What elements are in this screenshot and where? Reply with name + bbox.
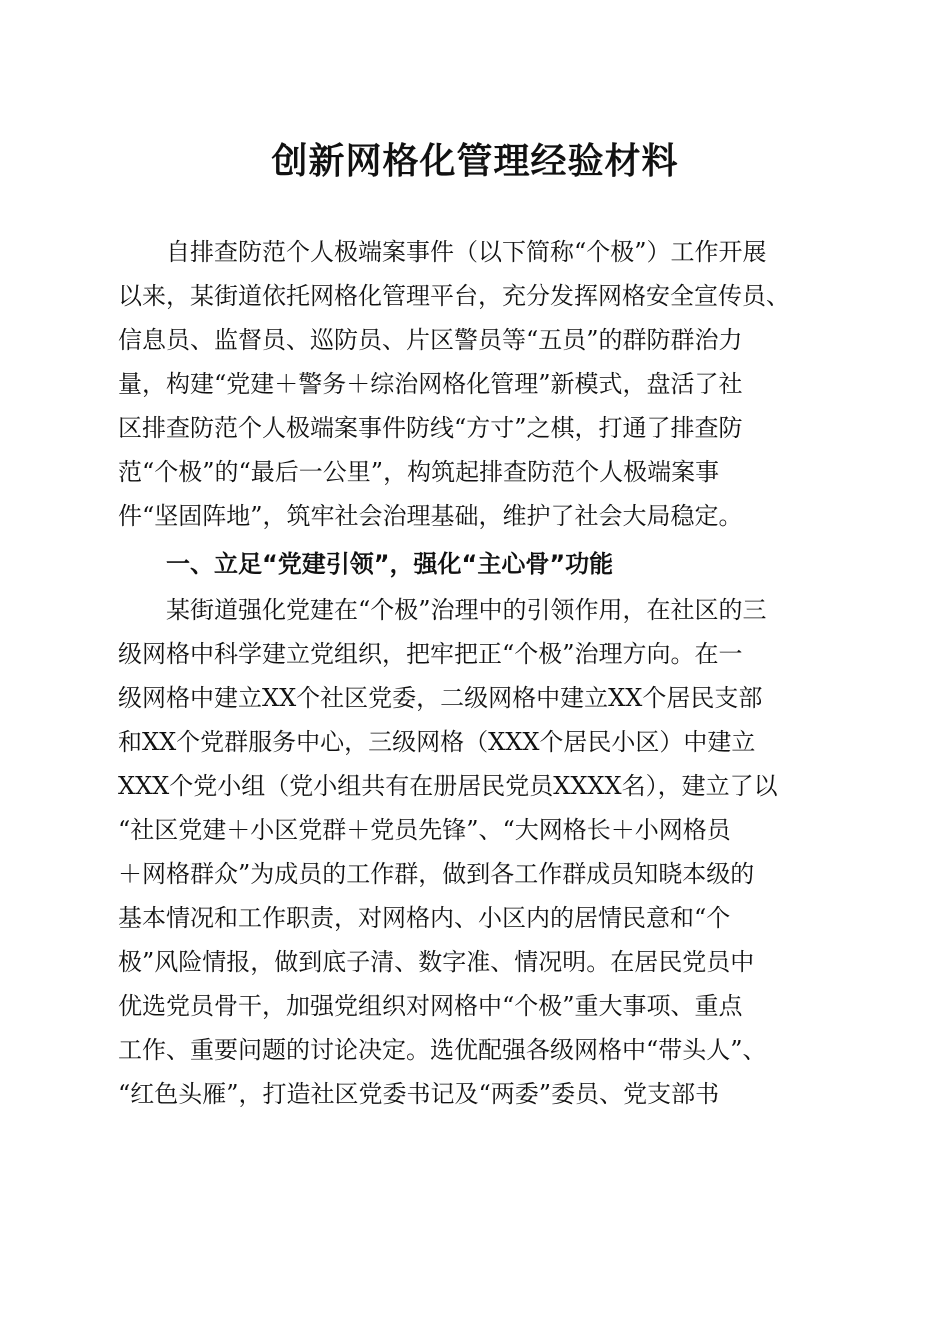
paragraph-2-line-5: XXX个党小组（党小组共有在册居民党员XXXX名），建立了以 — [118, 772, 778, 800]
paragraph-2-line-9: 极”风险情报，做到底子清、数字准、情况明。在居民党员中 — [118, 948, 755, 976]
document-title: 创新网格化管理经验材料 — [271, 140, 679, 182]
paragraph-1-line-7: 件“坚固阵地”，筑牢社会治理基础，维护了社会大局稳定。 — [118, 502, 743, 530]
paragraph-2-line-2: 级网格中科学建立党组织，把牢把正“个极”治理方向。在一 — [118, 640, 743, 668]
paragraph-2-line-10: 优选党员骨干，加强党组织对网格中“个极”重大事项、重点 — [118, 992, 743, 1020]
paragraph-1-line-4: 量，构建“党建＋警务＋综治网格化管理”新模式，盘活了社 — [118, 370, 743, 398]
paragraph-1-line-3: 信息员、监督员、巡防员、片区警员等“五员”的群防群治力 — [118, 326, 743, 354]
paragraph-2-line-12: “红色头雁”，打造社区党委书记及“两委”委员、党支部书 — [118, 1080, 720, 1108]
paragraph-2-line-7: ＋网格群众”为成员的工作群，做到各工作群成员知晓本级的 — [118, 860, 755, 888]
section-heading-1: 一、立足“党建引领”，强化“主心骨”功能 — [118, 550, 614, 578]
paragraph-2-line-3: 级网格中建立XX个社区党委，二级网格中建立XX个居民支部 — [118, 684, 763, 712]
paragraph-2-line-1: 某街道强化党建在“个极”治理中的引领作用，在社区的三 — [118, 596, 767, 624]
paragraph-2-line-6: “社区党建＋小区党群＋党员先锋”、“大网格长＋小网格员 — [118, 816, 731, 844]
paragraph-1-line-5: 区排查防范个人极端案事件防线“方寸”之棋，打通了排查防 — [118, 414, 743, 442]
paragraph-1-line-6: 范“个极”的“最后一公里”，构筑起排查防范个人极端案事 — [118, 458, 720, 486]
paragraph-1-line-1: 自排查防范个人极端案事件（以下简称“个极”）工作开展 — [118, 238, 767, 266]
paragraph-2-line-8: 基本情况和工作职责，对网格内、小区内的居情民意和“个 — [118, 904, 731, 932]
paragraph-2-line-11: 工作、重要问题的讨论决定。选优配强各级网格中“带头人”、 — [118, 1036, 767, 1064]
paragraph-2-line-4: 和XX个党群服务中心，三级网格（XXX个居民小区）中建立 — [118, 728, 756, 756]
paragraph-1-line-2: 以来，某街道依托网格化管理平台，充分发挥网格安全宣传员、 — [118, 282, 790, 310]
